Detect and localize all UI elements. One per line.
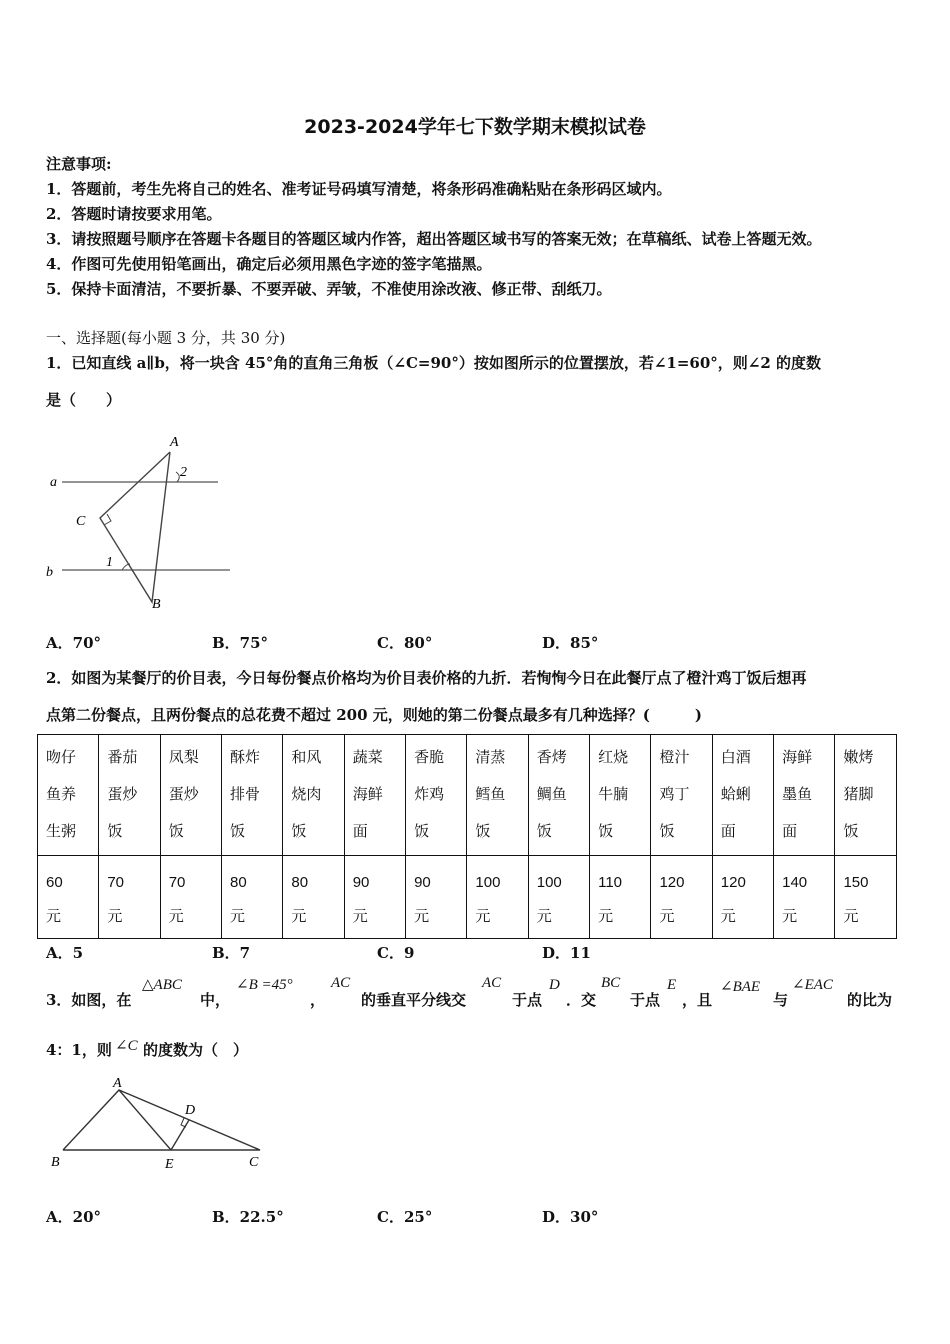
notice-item-5: 5．保持卡面清洁，不要折暴、不要弄破、弄皱，不准使用涂改液、修正带、刮纸刀。 [46, 280, 612, 298]
dish-price-cell [590, 856, 651, 939]
dish-price: 80 [291, 874, 309, 891]
label-a: a [50, 475, 57, 490]
q3-text-6: ．交 [566, 991, 597, 1009]
price-unit: 元 [843, 908, 859, 925]
q3-math-angle-c: ∠C [115, 1038, 138, 1054]
q3-math-ac-1: AC [331, 975, 351, 991]
notice-heading: 注意事项: [46, 155, 112, 173]
label-A: A [113, 1076, 122, 1091]
q3-text-8: ，且 [682, 991, 713, 1009]
dish-price-cell [651, 856, 712, 939]
q3-math-bae: ∠BAE [720, 979, 761, 995]
q3-text-2: 中， [200, 991, 231, 1009]
price-unit: 元 [414, 908, 430, 925]
q1-option-b[interactable]: B．75° [212, 634, 269, 652]
price-unit: 元 [782, 908, 798, 925]
q3-line2-text-2: 的度数为（ ） [143, 1041, 249, 1059]
dish-name-part: 饭 [230, 822, 246, 840]
dish-name-part: 排骨 [230, 785, 261, 803]
dish-name-part: 和风 [291, 748, 322, 766]
price-unit: 元 [291, 908, 307, 925]
q3-line2-text-1: 4：1，则 [46, 1041, 112, 1059]
dish-name-part: 鸡丁 [659, 785, 690, 803]
q1-stem-line2: 是（ ） [46, 391, 122, 409]
q2-option-a[interactable]: A．5 [46, 944, 84, 962]
dish-name-part: 饭 [475, 822, 491, 840]
segment-ae [119, 1090, 171, 1150]
dish-price-cell [99, 856, 160, 939]
dish-name-cell [222, 735, 283, 856]
q3-figure [45, 1074, 275, 1174]
q3-text-3: ， [310, 991, 326, 1009]
label-B: B [152, 597, 161, 612]
q3-option-a[interactable]: A．20° [46, 1208, 102, 1226]
q2-option-b[interactable]: B．7 [212, 944, 251, 962]
dish-name-part: 香烤 [536, 748, 567, 766]
q3-math-triangle: △ABC [142, 977, 182, 993]
dish-price-cell [344, 856, 405, 939]
dish-price: 120 [720, 874, 746, 891]
q3-text-5: 于点 [512, 991, 543, 1009]
q3-option-b[interactable]: B．22.5° [212, 1208, 284, 1226]
dish-name-part: 猪脚 [843, 785, 874, 803]
dish-name-part: 橙汁 [659, 748, 690, 766]
dish-price-cell [774, 856, 835, 939]
label-b: b [46, 565, 53, 580]
label-E: E [165, 1157, 174, 1172]
price-table-prices-row [38, 856, 897, 939]
label-D: D [185, 1103, 196, 1118]
dish-price: 70 [107, 874, 125, 891]
dish-price-cell [222, 856, 283, 939]
triangle-abc [63, 1090, 260, 1150]
dish-price-cell [160, 856, 221, 939]
page-title: 2023-2024学年七下数学期末模拟试卷 [304, 116, 646, 138]
dish-price: 90 [352, 874, 370, 891]
dish-price-cell [528, 856, 589, 939]
dish-name-part: 生粥 [46, 822, 77, 840]
dish-price: 90 [414, 874, 431, 891]
q3-text-10: 的比为 [847, 991, 893, 1009]
q3-option-c[interactable]: C．25° [377, 1208, 433, 1226]
dish-name-cell [283, 735, 344, 856]
dish-price-cell [283, 856, 344, 939]
q3-text-9: 与 [773, 991, 789, 1009]
dish-name-cell [160, 735, 221, 856]
price-table [37, 734, 897, 939]
dish-name-part: 蛤蜊 [720, 785, 751, 803]
dish-name-part: 蔬菜 [352, 748, 383, 766]
dish-name-part: 鲷鱼 [536, 785, 567, 803]
dish-name-part: 蛋炒 [107, 785, 138, 803]
dish-name-part: 饭 [536, 822, 552, 840]
dish-name-part: 海鲜 [352, 785, 383, 803]
label-C: C [249, 1155, 259, 1170]
dish-name-part: 蛋炒 [168, 785, 199, 803]
angle-2-arc [176, 472, 179, 482]
dish-name-cell [651, 735, 712, 856]
price-unit: 元 [536, 908, 552, 925]
price-unit: 元 [352, 908, 368, 925]
q3-math-ac-2: AC [482, 975, 502, 991]
notice-item-3: 3．请按照题号顺序在答题卡各题目的答题区域内作答，超出答题区域书写的答案无效；在草稿纸、试卷上答题无效。 [46, 230, 822, 248]
dish-price: 150 [843, 874, 869, 891]
q3-math-e: E [667, 977, 677, 993]
dish-name-part: 饭 [291, 822, 307, 840]
dish-name-part: 饭 [168, 822, 184, 840]
q1-option-d[interactable]: D．85° [542, 634, 599, 652]
dish-name-cell [590, 735, 651, 856]
triangle [100, 452, 170, 602]
q3-text-4: 的垂直平分线交 [361, 991, 467, 1009]
dish-price-cell [406, 856, 467, 939]
dish-name-part: 鳕鱼 [475, 785, 506, 803]
dish-name-part: 面 [352, 822, 368, 840]
q2-stem-line1: 2．如图为某餐厅的价目表，今日每份餐点价格均为价目表价格的九折．若恂恂今日在此餐厅点了橙汁鸡丁饭后想再 [46, 669, 807, 687]
dish-name-part: 墨鱼 [782, 785, 813, 803]
notice-item-1: 1．答题前，考生先将自己的姓名、准考证号码填写清楚，将条形码准确粘贴在条形码区域内。 [46, 180, 672, 198]
dish-name-part: 吻仔 [46, 748, 77, 766]
label-B: B [51, 1155, 60, 1170]
dish-name-part: 鱼养 [46, 785, 77, 803]
dish-name-part: 香脆 [414, 748, 445, 766]
label-A: A [170, 435, 179, 450]
price-unit: 元 [720, 908, 736, 925]
q3-text-7: 于点 [630, 991, 661, 1009]
dish-name-part: 饭 [414, 822, 430, 840]
dish-name-cell [835, 735, 897, 856]
dish-name-cell [99, 735, 160, 856]
dish-price: 100 [536, 874, 562, 891]
dish-name-cell [528, 735, 589, 856]
price-unit: 元 [230, 908, 246, 925]
dish-name-cell [712, 735, 773, 856]
dish-price: 120 [659, 874, 685, 891]
notice-item-2: 2．答题时请按要求用笔。 [46, 205, 222, 223]
dish-name-part: 牛腩 [598, 785, 629, 803]
price-unit: 元 [168, 908, 184, 925]
dish-name-part: 饭 [598, 822, 614, 840]
price-unit: 元 [598, 908, 614, 925]
q2-stem-line2: 点第二份餐点，且两份餐点的总花费不超过 200 元，则她的第二份餐点最多有几种选择？( ) [46, 706, 702, 724]
dish-name-part: 炸鸡 [414, 785, 445, 803]
q1-figure [40, 430, 240, 615]
q3-option-d[interactable]: D．30° [542, 1208, 599, 1226]
notice-item-4: 4．作图可先使用铅笔画出，确定后必须用黑色字迹的签字笔描黑。 [46, 255, 492, 273]
q3-math-angle-b: ∠B =45° [236, 977, 293, 993]
price-unit: 元 [107, 908, 123, 925]
dish-price-cell [38, 856, 99, 939]
dish-name-part: 面 [782, 822, 798, 840]
dish-name-part: 海鲜 [782, 748, 813, 766]
dish-name-cell [406, 735, 467, 856]
dish-name-part: 清蒸 [475, 748, 506, 766]
price-unit: 元 [475, 908, 491, 925]
q3-math-bc: BC [601, 975, 621, 991]
price-unit: 元 [46, 908, 62, 925]
q3-math-d: D [549, 977, 560, 993]
dish-price: 70 [168, 874, 186, 891]
dish-name-part: 饭 [107, 822, 123, 840]
label-C: C [76, 514, 86, 529]
q1-option-a[interactable]: A．70° [46, 634, 102, 652]
dish-name-part: 凤梨 [168, 748, 199, 766]
q3-math-eac: ∠EAC [792, 977, 833, 993]
right-angle-mark [104, 514, 111, 525]
label-2: 2 [180, 465, 187, 480]
q2-option-d[interactable]: D．11 [542, 944, 591, 962]
dish-price-cell [712, 856, 773, 939]
dish-name-cell [38, 735, 99, 856]
dish-name-part: 番茄 [107, 748, 138, 766]
price-table-names-row [38, 735, 897, 856]
dish-name-part: 饭 [843, 822, 859, 840]
q2-option-c[interactable]: C．9 [377, 944, 415, 962]
dish-name-part: 酥炸 [230, 748, 261, 766]
dish-price: 80 [230, 874, 247, 891]
q1-option-c[interactable]: C．80° [377, 634, 433, 652]
dish-name-cell [774, 735, 835, 856]
dish-price: 60 [46, 874, 63, 891]
q1-stem-line1: 1．已知直线 a∥b，将一块含 45°角的直角三角板（∠C=90°）按如图所示的位置摆放，若∠1=60°，则∠2 的度数 [46, 354, 822, 372]
dish-price: 100 [475, 874, 501, 891]
segment-de [171, 1120, 189, 1150]
dish-name-cell [467, 735, 528, 856]
dish-price-cell [835, 856, 897, 939]
dish-price: 140 [782, 874, 808, 891]
dish-name-part: 白酒 [720, 748, 751, 766]
section-heading: 一、选择题(每小题 3 分，共 30 分) [46, 329, 286, 347]
dish-price-cell [467, 856, 528, 939]
dish-name-cell [344, 735, 405, 856]
dish-name-part: 红烧 [598, 748, 629, 766]
price-unit: 元 [659, 908, 675, 925]
dish-name-part: 嫩烤 [843, 748, 874, 766]
label-1: 1 [106, 555, 113, 570]
dish-name-part: 面 [720, 822, 736, 840]
dish-name-part: 饭 [659, 822, 675, 840]
q3-text-1: 3．如图，在 [46, 991, 132, 1009]
dish-price: 110 [598, 874, 623, 891]
dish-name-part: 烧肉 [291, 785, 322, 803]
